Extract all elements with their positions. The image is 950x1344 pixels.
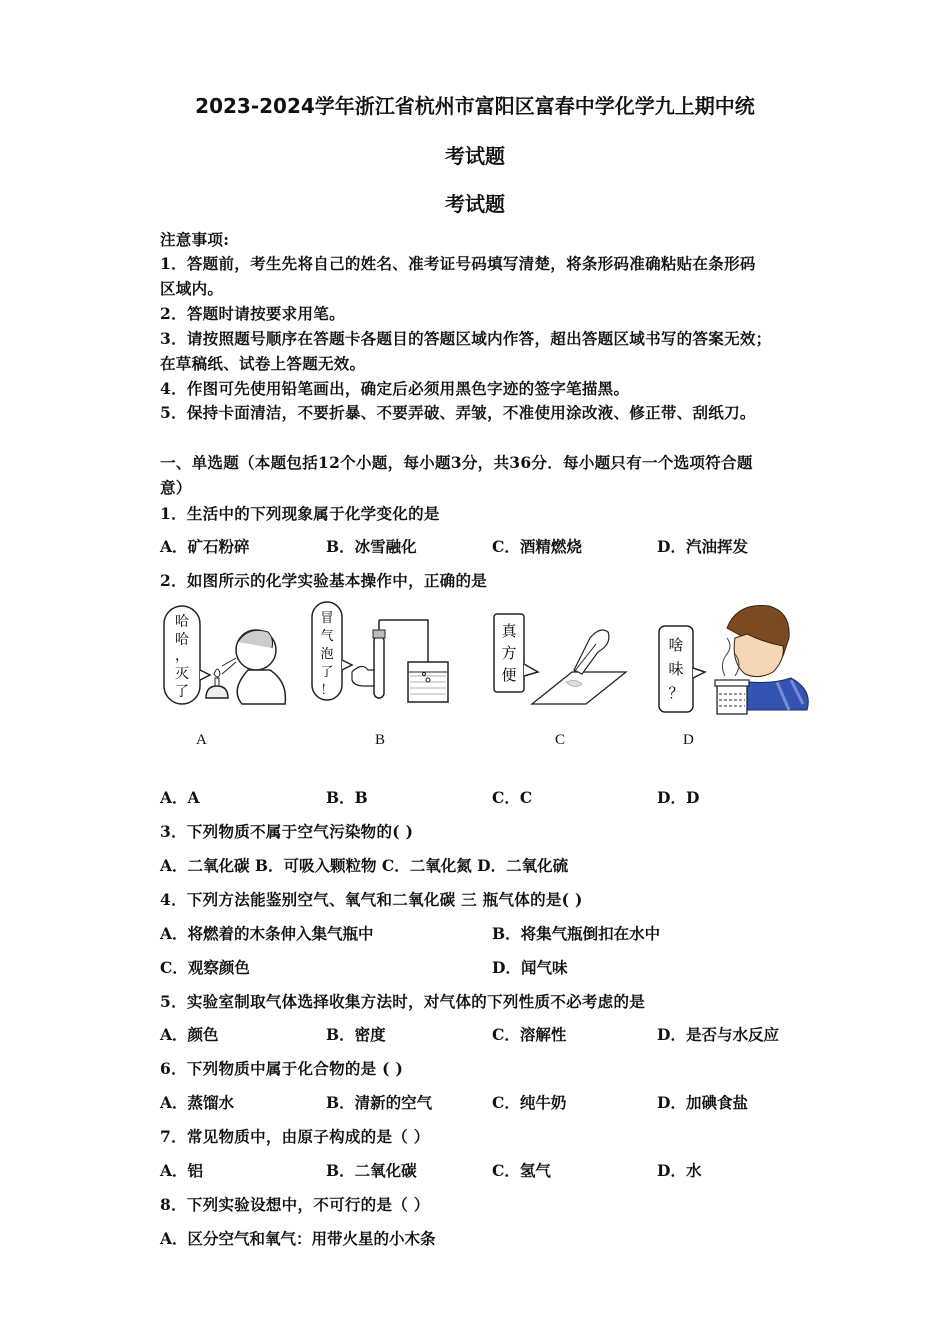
q2-option-b: B．B	[326, 788, 368, 807]
figure-label-d: D	[683, 732, 694, 748]
figure-label-b: B	[375, 732, 386, 748]
notice-item-3a: 3．请按照题号顺序在答题卡各题目的答题区域内作答，超出答题区域书写的答案无效；	[160, 329, 772, 348]
bubble-a-char-5: 了	[175, 684, 189, 700]
q4-option-a: A．将燃着的木条伸入集气瓶中	[160, 924, 374, 943]
bubble-d-char-3: ？	[668, 684, 684, 702]
q4-option-c: C．观察颜色	[160, 958, 250, 977]
q6-option-b: B．清新的空气	[326, 1093, 433, 1112]
section-heading-a: 一、单选题（本题包括12个小题，每小题3分，共36分．每小题只有一个选项符合题	[160, 453, 753, 472]
q7-option-c: C．氢气	[492, 1161, 551, 1180]
figure-b-illustration	[308, 600, 458, 710]
bubble-b-char-5: ！	[320, 683, 334, 698]
q1-option-d: D．汽油挥发	[657, 537, 748, 556]
bubble-c-char-3: 便	[501, 666, 517, 684]
question-1-stem: 1．生活中的下列现象属于化学变化的是	[160, 504, 440, 523]
notice-item-5: 5．保持卡面清洁，不要折暴、不要弄破、弄皱，不准使用涂改液、修正带、刮纸刀。	[160, 403, 756, 422]
q2-option-d: D．D	[657, 788, 700, 807]
notice-item-2: 2．答题时请按要求用笔。	[160, 304, 345, 323]
figure-label-c: C	[555, 732, 566, 748]
question-4-stem: 4．下列方法能鉴别空气、氧气和二氧化碳 三 瓶气体的是( )	[160, 890, 583, 909]
question-7-stem: 7．常见物质中，由原子构成的是（ ）	[160, 1127, 430, 1146]
figure-c-illustration	[490, 608, 630, 708]
section-heading-b: 意）	[160, 478, 192, 497]
question-6-stem: 6．下列物质中属于化合物的是 ( )	[160, 1059, 404, 1078]
q5-option-c: C．溶解性	[492, 1025, 567, 1044]
q6-option-d: D．加碘食盐	[657, 1093, 748, 1112]
bubble-a-char-3: ，	[175, 648, 189, 664]
bubble-b-char-1: 冒	[320, 611, 334, 626]
question-5-stem: 5．实验室制取气体选择收集方法时，对气体的下列性质不必考虑的是	[160, 992, 646, 1011]
q1-option-b: B．冰雪融化	[326, 537, 417, 556]
notice-heading: 注意事项:	[160, 230, 230, 249]
notice-item-1b: 区域内。	[160, 279, 224, 298]
q6-option-a: A．蒸馏水	[160, 1093, 235, 1112]
q6-option-c: C．纯牛奶	[492, 1093, 567, 1112]
q2-option-a: A．A	[160, 788, 200, 807]
question-2-stem: 2．如图所示的化学实验基本操作中，正确的是	[160, 571, 488, 590]
question-8-stem: 8．下列实验设想中，不可行的是（ ）	[160, 1195, 430, 1214]
q8-option-a: A．区分空气和氧气：用带火星的小木条	[160, 1229, 436, 1248]
q3-options: A．二氧化碳 B．可吸入颗粒物 C．二氧化氮 D．二氧化硫	[160, 856, 569, 875]
q4-option-d: D．闻气味	[492, 958, 568, 977]
q7-option-a: A．铝	[160, 1161, 204, 1180]
q5-option-a: A．颜色	[160, 1025, 219, 1044]
notice-item-4: 4．作图可先使用铅笔画出，确定后必须用黑色字迹的签字笔描黑。	[160, 379, 630, 398]
bubble-c-char-1: 真	[501, 622, 517, 640]
figure-d-illustration	[655, 598, 815, 718]
bubble-b-char-2: 气	[320, 629, 334, 644]
bubble-a-char-2: 哈	[175, 632, 189, 648]
bubble-d-char-1: 啥	[668, 636, 684, 654]
q4-option-b: B．将集气瓶倒扣在水中	[492, 924, 661, 943]
q2-option-c: C．C	[492, 788, 533, 807]
notice-item-3b: 在草稿纸、试卷上答题无效。	[160, 354, 366, 373]
notice-item-1a: 1．答题前，考生先将自己的姓名、准考证号码填写清楚，将条形码准确粘贴在条形码	[160, 254, 756, 273]
q1-option-a: A．矿石粉碎	[160, 537, 250, 556]
q5-option-d: D．是否与水反应	[657, 1025, 779, 1044]
exam-title-line2: 考试题	[445, 144, 505, 168]
figure-a-illustration	[160, 600, 295, 710]
bubble-a-char-4: 灭	[175, 666, 189, 682]
q7-option-b: B．二氧化碳	[326, 1161, 417, 1180]
question-3-stem: 3．下列物质不属于空气污染物的( )	[160, 822, 414, 841]
bubble-b-char-4: 了	[320, 665, 334, 680]
bubble-b-char-3: 泡	[320, 647, 334, 662]
q7-option-d: D．水	[657, 1161, 702, 1180]
bubble-d-char-2: 味	[668, 660, 684, 678]
figure-label-a: A	[196, 732, 207, 748]
q1-option-c: C．酒精燃烧	[492, 537, 582, 556]
exam-title-line1: 2023-2024学年浙江省杭州市富阳区富春中学化学九上期中统	[195, 94, 755, 118]
q5-option-b: B．密度	[326, 1025, 386, 1044]
bubble-c-char-2: 方	[501, 644, 517, 662]
bubble-a-char-1: 哈	[175, 614, 189, 630]
exam-subtitle: 考试题	[445, 192, 505, 216]
